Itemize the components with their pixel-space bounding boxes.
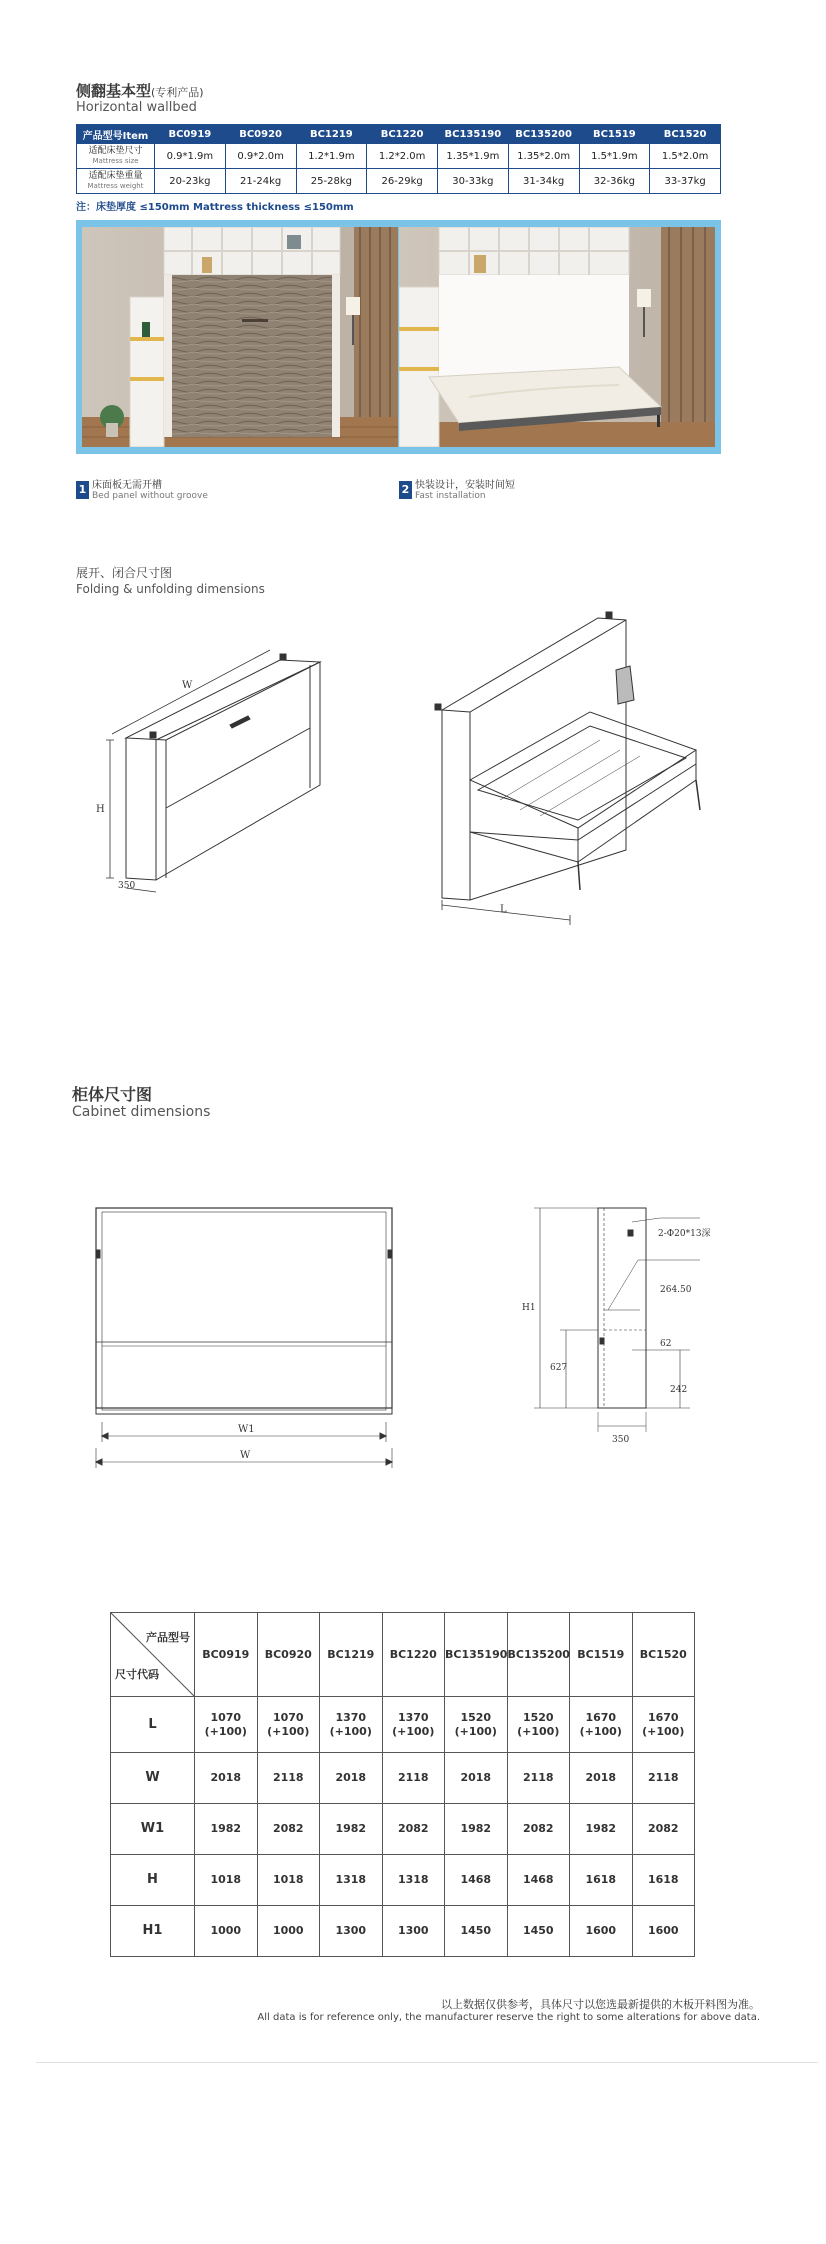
spec-table-header bbox=[77, 125, 721, 144]
spec-row-size bbox=[77, 144, 721, 169]
photo-bed-closed bbox=[82, 227, 398, 447]
dims-cell: 1670 (+100) bbox=[632, 1697, 695, 1753]
dim-62: 62 bbox=[660, 1339, 672, 1349]
dims-cell: 2118 bbox=[507, 1753, 570, 1804]
spec-cell: 32-36kg bbox=[579, 169, 650, 194]
section2-title-en: Folding & unfolding dimensions bbox=[76, 582, 265, 596]
dims-code: W bbox=[111, 1753, 195, 1804]
dims-cell: 2118 bbox=[632, 1753, 695, 1804]
dims-cell: 1982 bbox=[320, 1804, 383, 1855]
spec-model: BC0919 bbox=[155, 125, 226, 144]
dimensions-table bbox=[110, 1612, 695, 1957]
dims-code: W1 bbox=[111, 1804, 195, 1855]
feature-badge-2: 2 bbox=[399, 481, 412, 499]
dim-350: 350 bbox=[612, 1435, 630, 1445]
dims-cell: 2018 bbox=[445, 1753, 508, 1804]
dims-cell: 1618 bbox=[570, 1855, 633, 1906]
dim-w1: W1 bbox=[238, 1424, 255, 1435]
dim-hole-note: 2-Φ20*13深 bbox=[658, 1229, 711, 1239]
dims-cell: 1468 bbox=[445, 1855, 508, 1906]
dims-corner-cell bbox=[111, 1613, 195, 1697]
dims-cell: 1318 bbox=[382, 1855, 445, 1906]
dims-cell: 1520 (+100) bbox=[507, 1697, 570, 1753]
spec-model: BC1219 bbox=[296, 125, 367, 144]
dim-264: 264.50 bbox=[660, 1285, 692, 1295]
dims-cell: 2118 bbox=[382, 1753, 445, 1804]
dims-cell: 1000 bbox=[195, 1906, 258, 1957]
dims-cell: 2082 bbox=[257, 1804, 320, 1855]
corner-bottom-label: 尺寸代码 bbox=[115, 1668, 159, 1681]
dims-code: H bbox=[111, 1855, 195, 1906]
footer-note-cn: 以上数据仅供参考，具体尺寸以您选最新提供的木板开料图为准。 bbox=[441, 1998, 760, 2011]
dims-code: H1 bbox=[111, 1906, 195, 1957]
dims-row-h1 bbox=[111, 1906, 695, 1957]
folded-cabinet-drawing bbox=[90, 620, 340, 900]
dims-row-h bbox=[111, 1855, 695, 1906]
dims-cell: 1018 bbox=[195, 1855, 258, 1906]
dims-model: BC1519 bbox=[570, 1613, 633, 1697]
dim-w: W bbox=[182, 680, 193, 691]
dims-cell: 2082 bbox=[507, 1804, 570, 1855]
dims-model: BC135190 bbox=[445, 1613, 508, 1697]
dims-model: BC135200 bbox=[507, 1613, 570, 1697]
spec-table bbox=[76, 124, 721, 194]
dims-cell: 1370 (+100) bbox=[382, 1697, 445, 1753]
dims-cell: 1670 (+100) bbox=[570, 1697, 633, 1753]
spec-cell: 1.35*1.9m bbox=[438, 144, 509, 169]
section1-title-cn: 侧翻基本型(专利产品) bbox=[76, 82, 204, 100]
dims-cell: 1300 bbox=[320, 1906, 383, 1957]
dims-cell: 1982 bbox=[570, 1804, 633, 1855]
cabinet-side-view bbox=[520, 1200, 720, 1450]
corner-diagonal bbox=[111, 1613, 195, 1697]
section1-title-en: Horizontal wallbed bbox=[76, 100, 197, 115]
corner-top-label: 产品型号 bbox=[146, 1631, 190, 1644]
cabinet-front-view bbox=[92, 1200, 402, 1470]
spec-cell: 20-23kg bbox=[155, 169, 226, 194]
dims-cell: 1618 bbox=[632, 1855, 695, 1906]
unfolded-bed-drawing bbox=[430, 600, 730, 930]
dim-h: H bbox=[96, 804, 105, 815]
spec-cell: 1.5*2.0m bbox=[650, 144, 721, 169]
dims-cell: 1070 (+100) bbox=[257, 1697, 320, 1753]
spec-cell: 21-24kg bbox=[225, 169, 296, 194]
dims-cell: 1600 bbox=[570, 1906, 633, 1957]
dims-cell: 1450 bbox=[445, 1906, 508, 1957]
section3-title-cn: 柜体尺寸图 bbox=[72, 1085, 153, 1104]
dims-cell: 2018 bbox=[195, 1753, 258, 1804]
feature-badge-1: 1 bbox=[76, 481, 89, 499]
dims-model: BC1520 bbox=[632, 1613, 695, 1697]
dims-cell: 1982 bbox=[445, 1804, 508, 1855]
dims-model: BC0919 bbox=[195, 1613, 258, 1697]
dims-cell: 1300 bbox=[382, 1906, 445, 1957]
footer-divider bbox=[36, 2062, 818, 2063]
spec-cell: 33-37kg bbox=[650, 169, 721, 194]
dims-cell: 1468 bbox=[507, 1855, 570, 1906]
feature-1: 床面板无需开槽 Bed panel without groove bbox=[92, 480, 208, 501]
dims-cell: 1000 bbox=[257, 1906, 320, 1957]
dim-l: L bbox=[500, 904, 507, 915]
spec-cell: 0.9*2.0m bbox=[225, 144, 296, 169]
dims-cell: 2018 bbox=[320, 1753, 383, 1804]
dims-model: BC0920 bbox=[257, 1613, 320, 1697]
spec-row-weight bbox=[77, 169, 721, 194]
dims-cell: 1982 bbox=[195, 1804, 258, 1855]
dims-cell: 2082 bbox=[632, 1804, 695, 1855]
spec-cell: 1.5*1.9m bbox=[579, 144, 650, 169]
spec-cell: 31-34kg bbox=[508, 169, 579, 194]
spec-row-label: 适配床垫尺寸 Mattress size bbox=[77, 144, 155, 169]
dims-cell: 2018 bbox=[570, 1753, 633, 1804]
dims-cell: 1318 bbox=[320, 1855, 383, 1906]
dims-model: BC1220 bbox=[382, 1613, 445, 1697]
spec-cell: 1.2*1.9m bbox=[296, 144, 367, 169]
dim-627: 627 bbox=[550, 1363, 568, 1373]
dim-depth: 350 bbox=[118, 881, 136, 891]
spec-cell: 30-33kg bbox=[438, 169, 509, 194]
spec-model: BC1220 bbox=[367, 125, 438, 144]
dim-w-front: W bbox=[240, 1450, 251, 1461]
mattress-note: 注：床垫厚度 ≤150mm Mattress thickness ≤150mm bbox=[76, 202, 354, 213]
dims-model: BC1219 bbox=[320, 1613, 383, 1697]
dims-cell: 1370 (+100) bbox=[320, 1697, 383, 1753]
dims-header-row bbox=[111, 1613, 695, 1697]
spec-cell: 25-28kg bbox=[296, 169, 367, 194]
dims-code: L bbox=[111, 1697, 195, 1753]
feature-2: 快装设计，安装时间短 Fast installation bbox=[415, 480, 515, 501]
product-photo-frame bbox=[76, 220, 721, 454]
dims-cell: 1600 bbox=[632, 1906, 695, 1957]
dims-cell: 2082 bbox=[382, 1804, 445, 1855]
dim-242: 242 bbox=[670, 1385, 688, 1395]
spec-model: BC1519 bbox=[579, 125, 650, 144]
footer-note-en: All data is for reference only, the manufacturer reserve the right to some alterations for above data. bbox=[257, 2012, 760, 2023]
section3-title-en: Cabinet dimensions bbox=[72, 1104, 211, 1120]
spec-header-label: 产品型号Item bbox=[77, 125, 155, 144]
dims-cell: 1070 (+100) bbox=[195, 1697, 258, 1753]
spec-model: BC1520 bbox=[650, 125, 721, 144]
spec-model: BC135190 bbox=[438, 125, 509, 144]
spec-cell: 1.35*2.0m bbox=[508, 144, 579, 169]
section2-title-cn: 展开、闭合尺寸图 bbox=[76, 566, 173, 580]
dim-h1: H1 bbox=[522, 1303, 536, 1313]
dims-row-l bbox=[111, 1697, 695, 1753]
spec-cell: 26-29kg bbox=[367, 169, 438, 194]
spec-model: BC0920 bbox=[225, 125, 296, 144]
spec-cell: 1.2*2.0m bbox=[367, 144, 438, 169]
dims-cell: 2118 bbox=[257, 1753, 320, 1804]
spec-row-label: 适配床垫重量 Mattress weight bbox=[77, 169, 155, 194]
dims-cell: 1018 bbox=[257, 1855, 320, 1906]
spec-model: BC135200 bbox=[508, 125, 579, 144]
dims-cell: 1450 bbox=[507, 1906, 570, 1957]
dims-row-w bbox=[111, 1753, 695, 1804]
photo-bed-open bbox=[399, 227, 715, 447]
dims-cell: 1520 (+100) bbox=[445, 1697, 508, 1753]
spec-cell: 0.9*1.9m bbox=[155, 144, 226, 169]
dims-row-w1 bbox=[111, 1804, 695, 1855]
